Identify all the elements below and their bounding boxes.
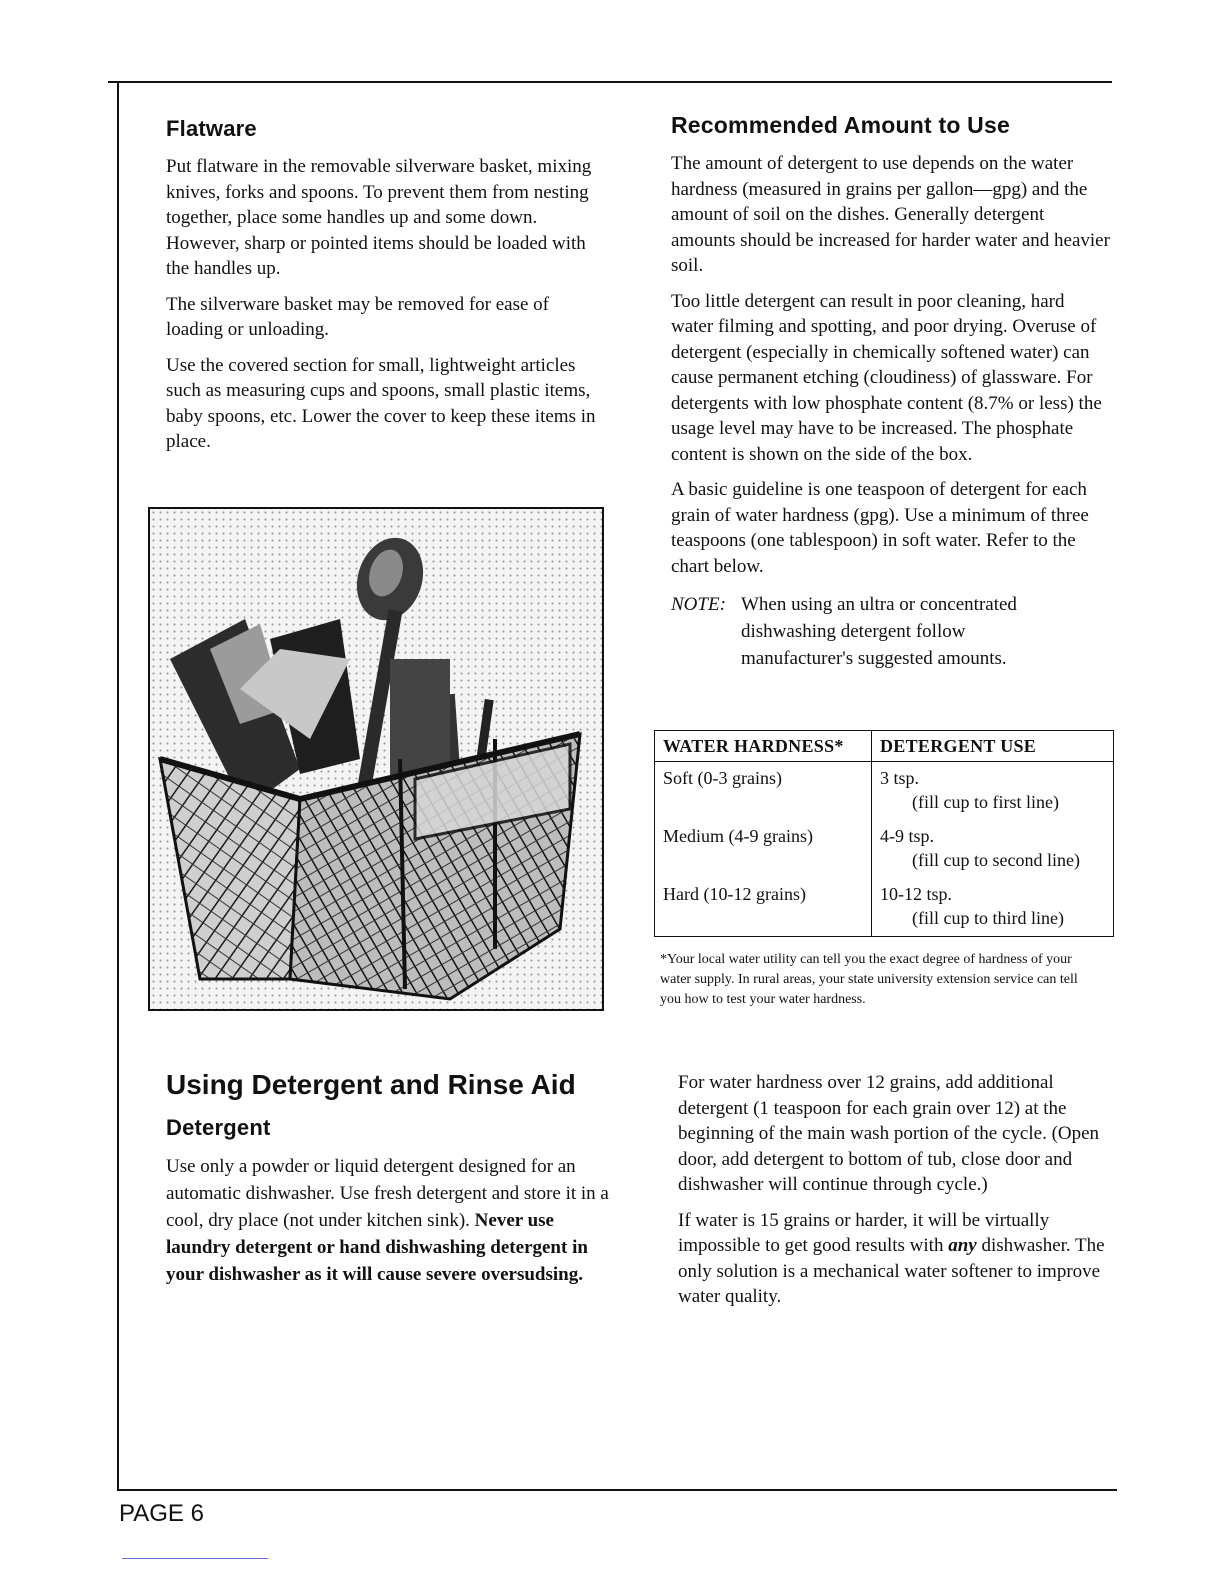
silverware-basket-illustration xyxy=(148,507,604,1011)
amount-value: 3 tsp. xyxy=(880,768,920,788)
amount-cell xyxy=(872,820,1114,878)
hardness-cell: Medium (4-9 grains) xyxy=(655,820,872,878)
extra-text-a: If water is 15 grains or harder, it will be virtually impossible to get good results with xyxy=(678,1209,1050,1256)
table-row xyxy=(655,762,1114,821)
flatware-paragraph-3: Use the covered section for small, lightweight articles such as measuring cups and spoons, small plastic items, baby spoons, etc. Lower the cover to keep these items in place. xyxy=(166,354,596,452)
amount-cell xyxy=(872,878,1114,937)
amount-value: 4-9 tsp. xyxy=(880,826,934,846)
flatware-heading: Flatware xyxy=(166,116,257,141)
bottom-mark xyxy=(122,1558,268,1559)
detergent-text: Use only a powder or liquid detergent designed for an automatic dishwasher. Use fresh detergent and store it in a cool, dry place (not under kitchen sink). xyxy=(166,1156,609,1231)
water-hardness-table xyxy=(654,730,1114,937)
emphasis-any: any xyxy=(948,1235,977,1256)
extra-paragraph-1: For water hardness over 12 grains, add additional detergent (1 teaspoon for each grain over 12) at the beginning of the main wash portion of the cycle. (Open door, add detergent to bottom of tub, close door and dishwasher will continue through cycle.) xyxy=(678,1072,1100,1195)
header-detergent-use: DETERGENT USE xyxy=(872,731,1114,762)
using-detergent-heading: Using Detergent and Rinse Aid xyxy=(166,1069,576,1100)
extra-hardness-section xyxy=(678,1070,1108,1320)
hardness-cell: Soft (0-3 grains) xyxy=(655,762,872,821)
flatware-section xyxy=(166,116,606,465)
amount-value: 10-12 tsp. xyxy=(880,884,952,904)
recommended-heading: Recommended Amount to Use xyxy=(671,112,1010,138)
detergent-paragraph xyxy=(166,1153,616,1288)
fill-instruction: (fill cup to first line) xyxy=(912,792,1059,812)
extra-paragraph-2 xyxy=(678,1208,1108,1310)
table-footnote: *Your local water utility can tell you the exact degree of hardness of your water supply. In rural areas, your state university extension service can tell you how to test your water hardness. xyxy=(660,952,1078,1007)
detergent-warning: Never use laundry detergent or hand dishwashing detergent in your dishwasher as it will cause severe oversudsing. xyxy=(166,1210,588,1285)
recommended-section xyxy=(671,112,1111,672)
extra-text-b: dishwasher. The only solution is a mechanical water softener to improve water quality. xyxy=(678,1235,1105,1307)
fill-instruction: (fill cup to second line) xyxy=(912,850,1080,870)
bottom-rule xyxy=(117,1489,1117,1491)
using-detergent-section xyxy=(166,1068,616,1298)
flatware-paragraph-1: Put flatware in the removable silverware basket, mixing knives, forks and spoons. To prevent them from nesting together, place some handles up and some down. However, sharp or pointed items should be loaded with the handles up. xyxy=(166,156,592,279)
fill-instruction: (fill cup to third line) xyxy=(912,908,1064,928)
table-row xyxy=(655,878,1114,937)
note-label: NOTE: xyxy=(671,594,726,615)
recommended-paragraph-2: Too little detergent can result in poor cleaning, hard water filming and spotting, and poor drying. Overuse of detergent (especially in chemically softened water) can cause permanent etching (cloudiness) of glassware. For detergents with low phosphate content (8.7% or less) the usage level may have to be increased. The phosphate content is shown on the side of the box. xyxy=(671,290,1102,465)
recommended-paragraph-1: The amount of detergent to use depends on the water hardness (measured in grains per gallon—gpg) and the amount of soil on the dishes. Generally detergent amounts should be increased for harder water and heavier soil. xyxy=(671,153,1110,276)
top-rule xyxy=(108,81,1112,83)
note-text: When using an ultra or concentrated dishwashing detergent follow manufacturer's suggested amounts. xyxy=(741,594,1017,669)
table-header-row xyxy=(655,731,1114,762)
basket-drawing xyxy=(150,509,602,1009)
left-rule xyxy=(117,81,119,1491)
recommended-paragraph-3: A basic guideline is one teaspoon of detergent for each grain of water hardness (gpg). Use a minimum of three teaspoons (one tablespoon) in soft water. Refer to the chart below. xyxy=(671,479,1089,577)
hardness-cell: Hard (10-12 grains) xyxy=(655,878,872,937)
flatware-paragraph-2: The silverware basket may be removed for ease of loading or unloading. xyxy=(166,293,549,340)
page-number: PAGE 6 xyxy=(119,1500,204,1527)
note-block xyxy=(671,591,1111,672)
header-water-hardness: WATER HARDNESS* xyxy=(655,731,872,762)
table-row xyxy=(655,820,1114,878)
amount-cell xyxy=(872,762,1114,821)
detergent-subheading: Detergent xyxy=(166,1115,271,1140)
